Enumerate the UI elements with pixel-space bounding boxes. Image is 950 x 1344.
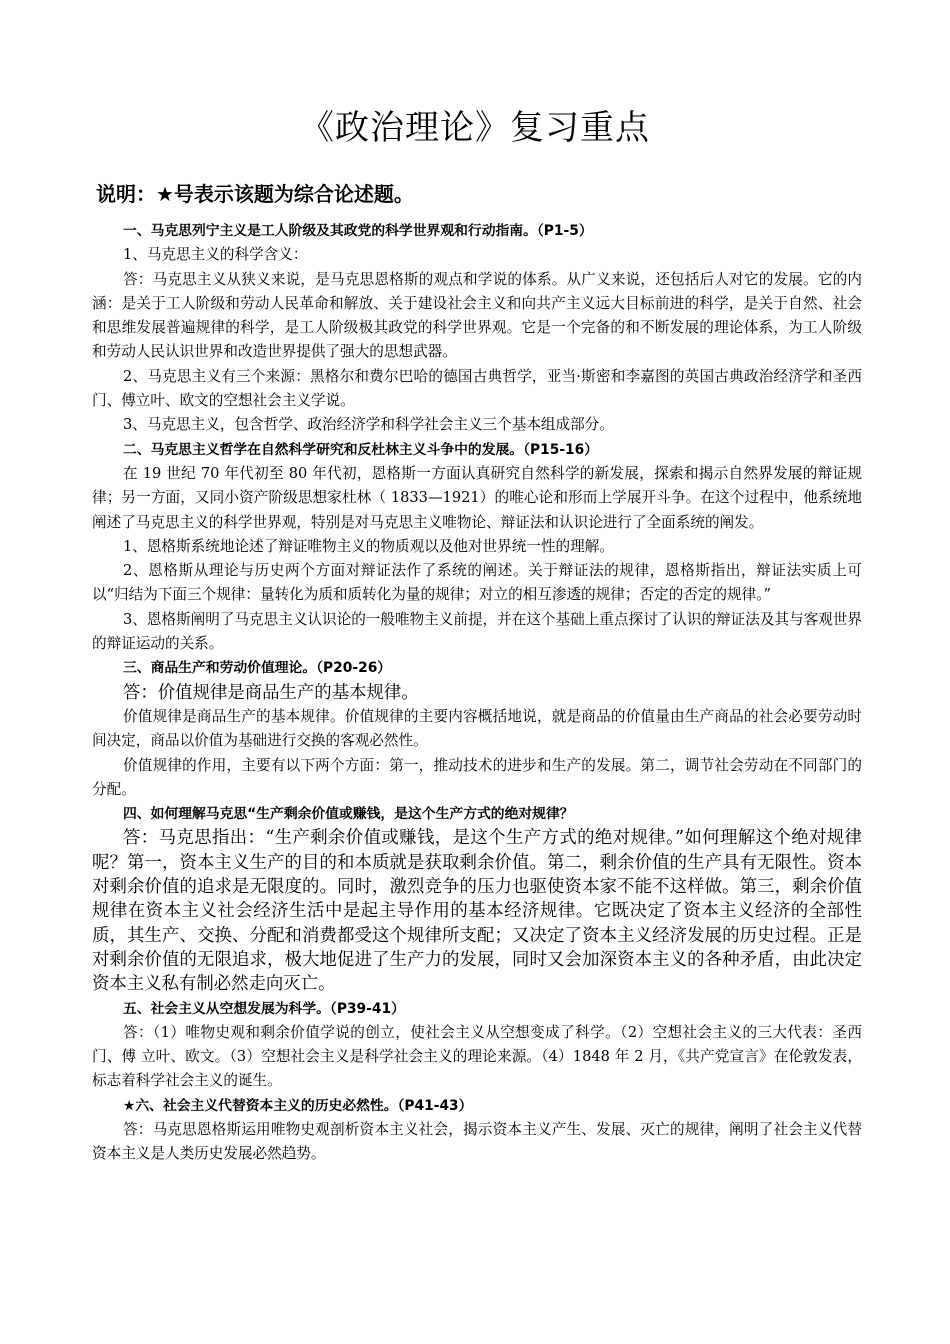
- page-title: 《政治理论》复习重点: [300, 108, 650, 148]
- paragraph: 3、恩格斯阐明了马克思主义认识论的一般唯物主义前提，并在这个基础上重点探讨了认识的辩证法及其与客观世界的辩证运动的关系。: [92, 610, 862, 653]
- paragraph: 答：马克思恩格斯运用唯物史观剖析资本主义社会，揭示资本主义产生、发展、灭亡的规律，阐明了社会主义代替资本主义是人类历史发展必然趋势。: [92, 1120, 862, 1163]
- section-heading: 五、社会主义从空想发展为科学。（P39-41）: [123, 1000, 405, 1017]
- paragraph: 答：马克思主义从狭义来说，是马克思恩格斯的观点和学说的体系。从广义来说，还包括后人对它的发展。它的内涵：是关于工人阶级和劳动人民革命和解放、关于建设社会主义和向共产主义远大目标前进的科学，是关于自然、社会和思维发展普遍规律的科学，是工人阶级极其政党的科学世界观。它是一个完备的和不断发展的理论体系，为工人阶级和劳动人民认识世界和改造世界提供了强大的思想武器。: [92, 270, 862, 361]
- section-heading: 一、马克思列宁主义是工人阶级及其政党的科学世界观和行动指南。（P1-5）: [123, 223, 593, 239]
- paragraph: 价值规律是商品生产的基本规律。价值规律的主要内容概括地说，就是商品的价值量由生产商品的社会必要劳动时间决定，商品以价值为基础进行交换的客观必然性。: [92, 707, 862, 750]
- paragraph: 价值规律的作用，主要有以下两个方面：第一，推动技术的进步和生产的发展。第二，调节社会劳动在不同部门的分配。: [92, 756, 862, 798]
- answer-lead: 答：价值规律是商品生产的基本规律。: [123, 682, 419, 703]
- paragraph: 2、恩格斯从理论与历史两个方面对辩证法作了系统的阐述。关于辩证法的规律，恩格斯指出，辩证法实质上可以“归结为下面三个规律：量转化为质和质转化为量的规律；对立的相互渗透的规律；否定的否定的规律。”: [92, 562, 862, 604]
- paragraph-large: 答：马克思指出：“生产剩余价值或赚钱，是这个生产方式的绝对规律。”如何理解这个绝对规律呢？第一，资本主义生产的目的和本质就是获取剩余价值。第二，剩余价值的生产具有无限性。资本对剩余价值的追求是无限度的。同时，激烈竞争的压力也驱使资本家不能不这样做。第三，剩余价值规律在资本主义社会经济生活中是起主导作用的基本经济规律。它既决定了资本主义经济的全部性质，其生产、交换、分配和消费都受这个规律所支配；又决定了资本主义经济发展的历史过程。正是对剩余价值的无限追求，极大地促进了生产力的发展，同时又会加深资本主义的各种矛盾，由此决定资本主义私有制必然走向灭亡。: [92, 828, 862, 995]
- paragraph: 1、马克思主义的科学含义：: [123, 246, 308, 264]
- paragraph: 2、马克思主义有三个来源：黑格尔和费尔巴哈的德国古典哲学，亚当·斯密和李嘉图的英国古典政治经济学和圣西门、傅立叶、欧文的空想社会主义学说。: [92, 367, 862, 410]
- section-heading: 二、马克思主义哲学在自然科学研究和反杜林主义斗争中的发展。（P15-16）: [123, 441, 599, 458]
- legend-note: 说明：★号表示该题为综合论述题。: [96, 182, 414, 206]
- paragraph: 3、马克思主义，包含哲学、政治经济学和科学社会主义三个基本组成部分。: [123, 416, 614, 434]
- section-heading: 三、商品生产和劳动价值理论。（P20-26）: [123, 660, 392, 677]
- document-body: [92, 219, 862, 1167]
- paragraph: 答：（1）唯物史观和剩余价值学说的创立，使社会主义从空想变成了科学。（2）空想社会主义的三大代表：圣西门、傅 立叶、欧文。（3）空想社会主义是科学社会主义的理论来源。（4）1848 年 2 月，《共产党宣言》在伦敦发表，标志着科学社会主义的诞生。: [92, 1023, 862, 1090]
- section-heading: 四、如何理解马克思“生产剩余价值或赚钱，是这个生产方式的绝对规律？: [123, 806, 574, 823]
- paragraph: 在 19 世纪 70 年代初至 80 年代初，恩格斯一方面认真研究自然科学的新发展，探索和揭示自然界发展的辩证规律；另一方面，又同小资产阶级思想家杜林（ 1833—1921）的唯心论和形而上学展开斗争。在这个过程中，他系统地阐述了马克思主义的科学世界观，特别是对马克思主义唯物论、辩证法和认识论进行了全面系统的阐发。: [92, 464, 862, 531]
- paragraph: 1、恩格斯系统地论述了辩证唯物主义的物质观以及他对世界统一性的理解。: [123, 537, 614, 555]
- section-heading: ★六、社会主义代替资本主义的历史必然性。（P41-43）: [123, 1097, 473, 1114]
